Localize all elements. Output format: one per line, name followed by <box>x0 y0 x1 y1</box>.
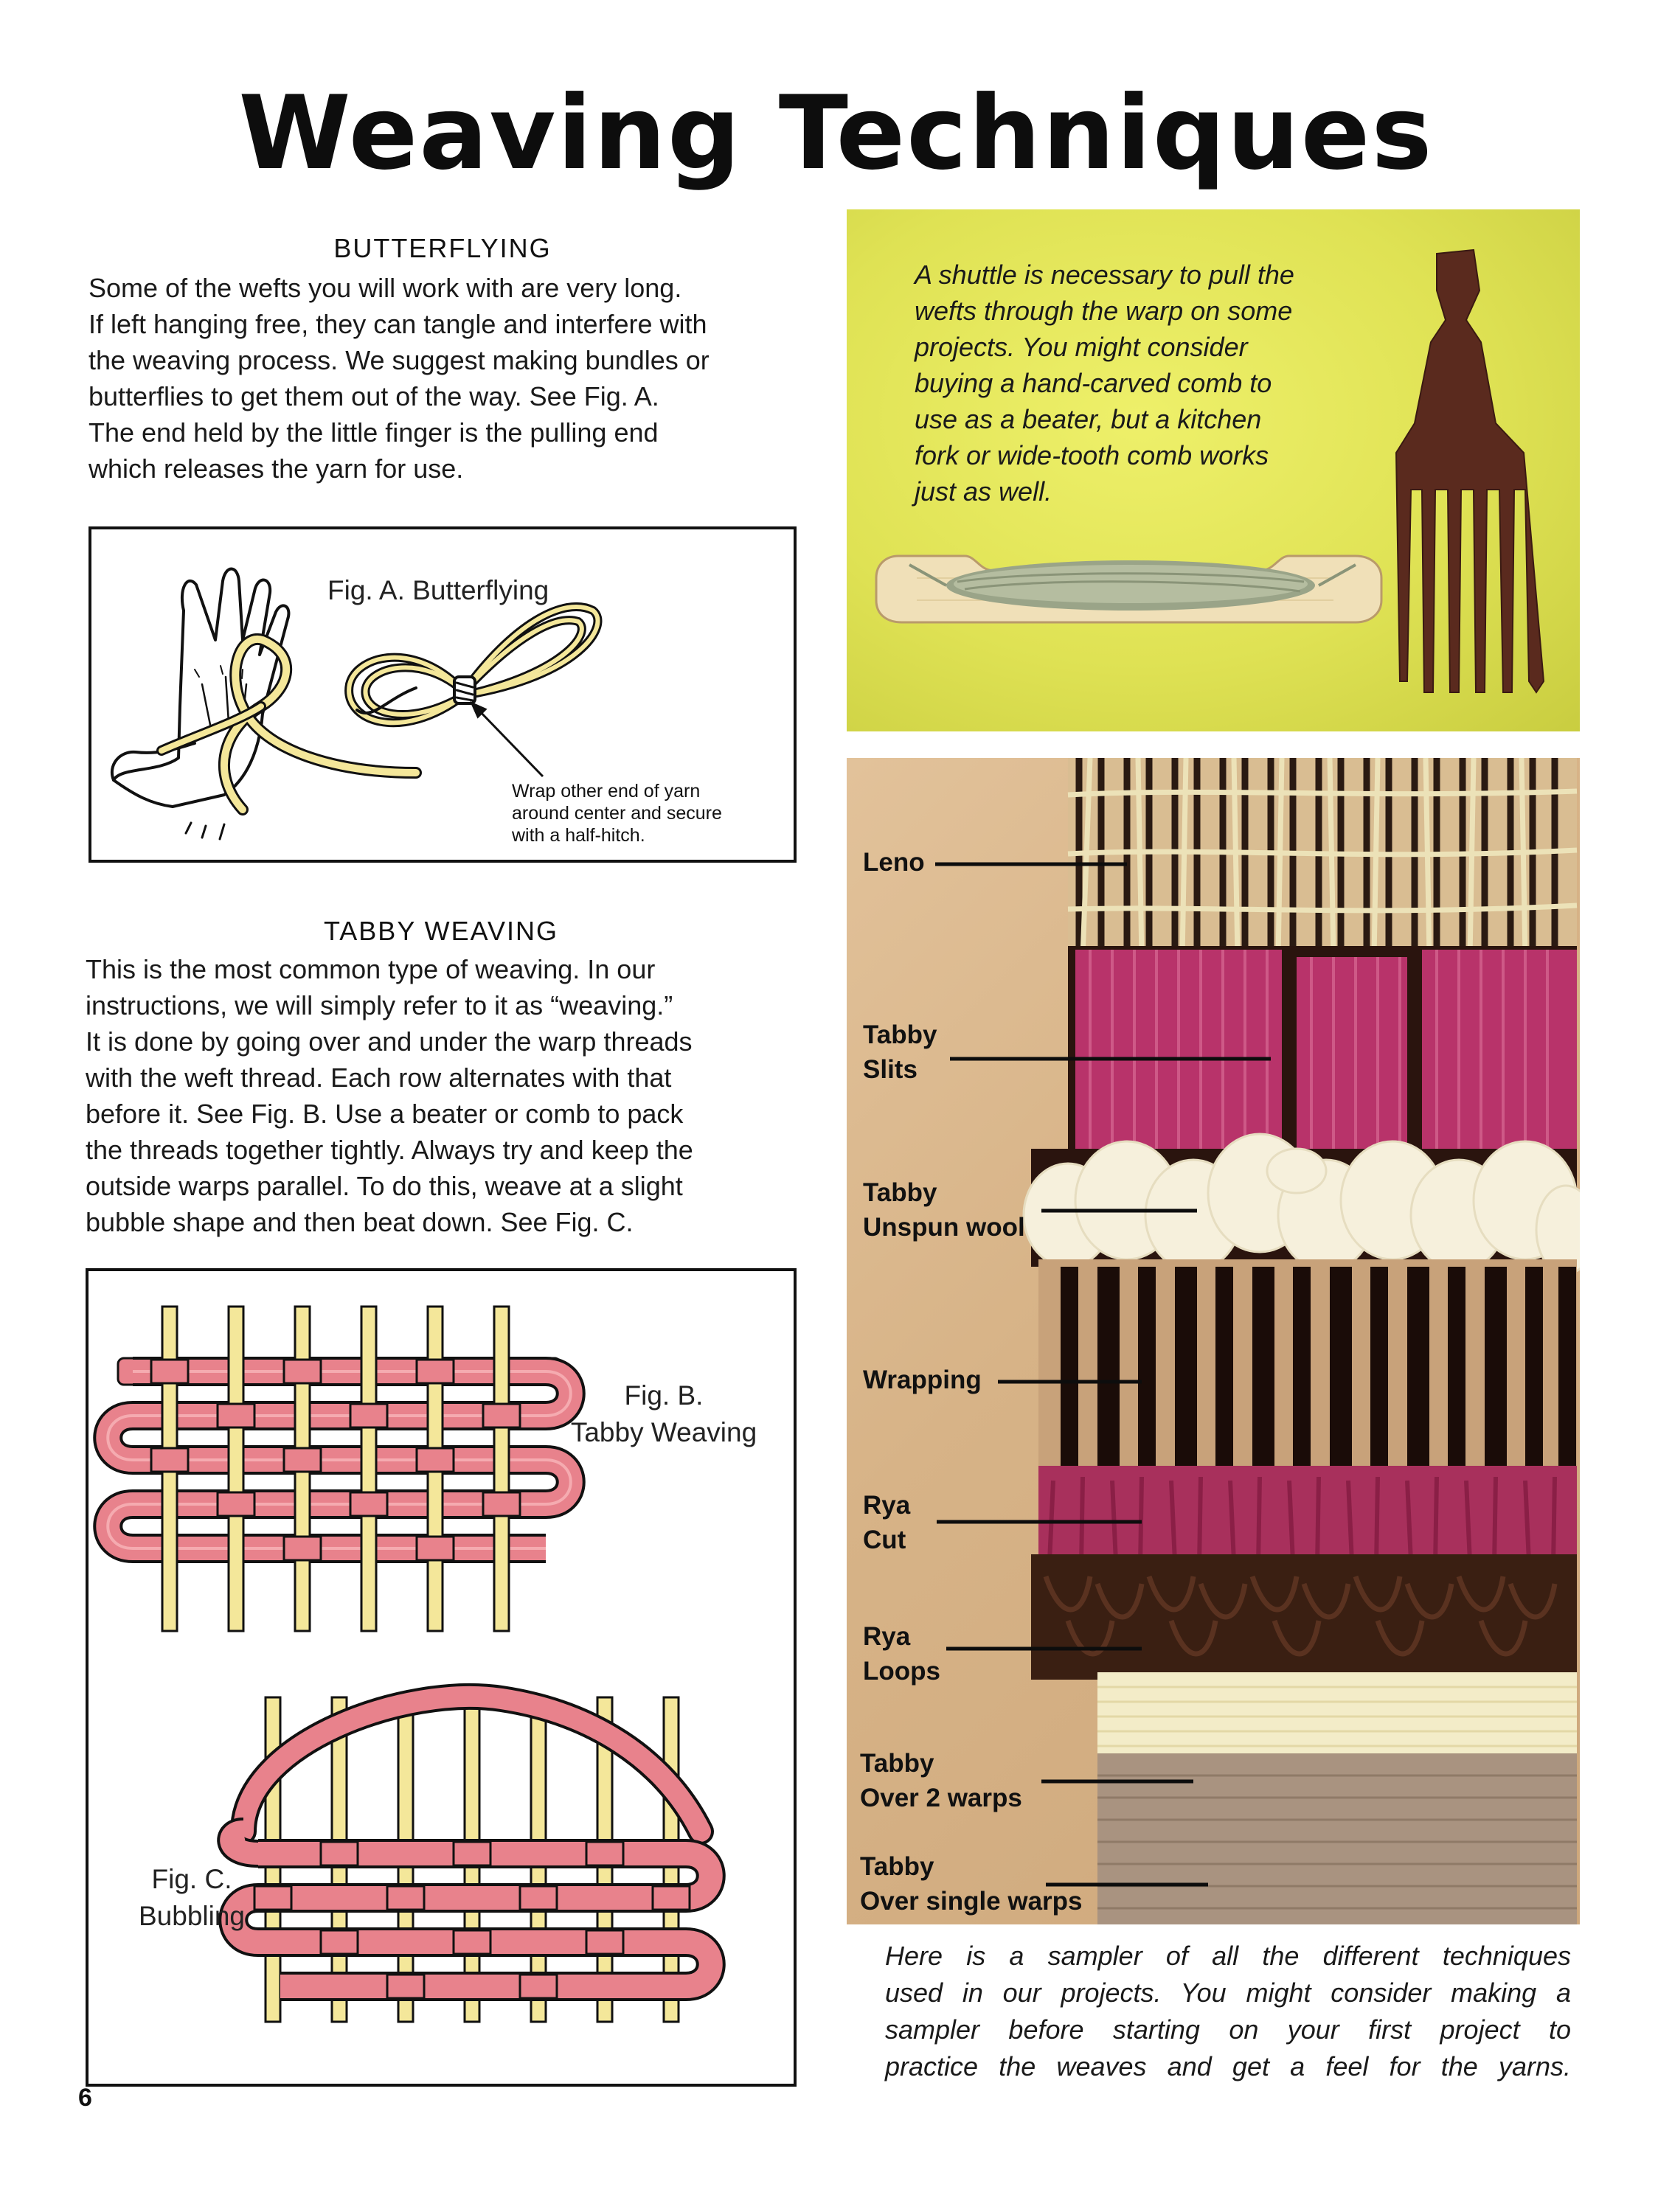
label-line: Slits <box>863 1055 917 1084</box>
label-line: Cut <box>863 1526 906 1554</box>
page-title: Weaving Techniques <box>238 74 1434 192</box>
label-line: Tabby <box>860 1852 934 1881</box>
label-tabby-single <box>860 1849 1083 1919</box>
label-line: Over single warps <box>860 1887 1083 1916</box>
shuttle-icon <box>876 556 1381 622</box>
tabby-single-section <box>1097 1753 1577 1924</box>
caption-line: buying a hand-carved comb to <box>915 368 1272 398</box>
sampler-photo <box>847 758 1580 1924</box>
label-line: Loops <box>863 1657 940 1686</box>
figure-bc-frame <box>86 1268 797 2087</box>
label-line: Rya <box>863 1622 911 1651</box>
wrapping-section <box>1038 1259 1577 1481</box>
caption-line: sampler before starting on your first project to <box>885 2014 1571 2045</box>
caption-line: used in our projects. You might consider making a <box>885 1978 1571 2008</box>
text-line: with the weft thread. Each row alternates with that <box>86 1062 672 1093</box>
label-line: Leno <box>863 848 925 877</box>
pointer-arrow <box>472 703 543 776</box>
label-line: Over 2 warps <box>860 1784 1022 1812</box>
note-line: around center and secure <box>512 803 722 824</box>
text-line: the threads together tightly. Always try and keep the <box>86 1135 693 1165</box>
figure-a-note <box>512 780 722 846</box>
leno-section <box>1068 758 1577 957</box>
hand-icon <box>112 569 289 807</box>
label-rya-loops <box>863 1619 940 1688</box>
label-tabby-slits <box>863 1018 937 1087</box>
figure-c-line: Bubbling <box>138 1901 245 1931</box>
text-line: Some of the wefts you will work with are very long. <box>89 273 682 303</box>
tabby-heading: TABBY WEAVING <box>323 916 559 946</box>
label-wrapping <box>863 1363 982 1397</box>
note-line: with a half-hitch. <box>512 825 645 846</box>
label-line: Tabby <box>860 1749 934 1778</box>
unspun-wool-section <box>1024 1134 1580 1274</box>
text-line: the weaving process. We suggest making bundles or <box>89 345 710 375</box>
label-line: Unspun wool <box>863 1213 1025 1242</box>
text-line: which releases the yarn for use. <box>89 453 464 484</box>
text-line: If left hanging free, they can tangle and interfere with <box>89 309 707 339</box>
label-line: Tabby <box>863 1020 937 1049</box>
caption-line: A shuttle is necessary to pull the <box>915 260 1294 290</box>
caption-line: wefts through the warp on some <box>915 296 1293 326</box>
figure-c-line: Fig. C. <box>151 1864 232 1894</box>
caption-line: practice the weaves and get a feel for the yarns. <box>885 2051 1571 2081</box>
label-line: Wrapping <box>863 1366 982 1394</box>
figure-a-label: Fig. A. Butterflying <box>327 575 549 605</box>
butterflying-paragraph <box>89 270 797 487</box>
label-unspun-wool <box>863 1175 1025 1245</box>
label-leno <box>863 845 925 880</box>
text-line: The end held by the little finger is the pulling end <box>89 417 659 448</box>
butterflying-heading: BUTTERFLYING <box>333 233 552 263</box>
tabby-slits-section <box>1068 946 1577 1167</box>
label-tabby-over-2 <box>860 1746 1022 1815</box>
text-line: It is done by going over and under the warp threads <box>86 1026 693 1057</box>
label-line: Rya <box>863 1491 911 1520</box>
fig-c-weave <box>231 1697 711 2022</box>
caption-line: fork or wide-tooth comb works <box>915 440 1269 470</box>
caption-line: Here is a sampler of all the different techniques <box>885 1941 1571 1971</box>
comb-icon <box>1396 250 1544 692</box>
figure-b-label <box>546 1377 782 1451</box>
sampler-caption <box>885 1938 1571 2085</box>
shuttle-caption <box>915 257 1357 509</box>
text-line: butterflies to get them out of the way. See Fig. A. <box>89 381 659 411</box>
figure-b-line: Tabby Weaving <box>570 1417 757 1447</box>
text-line: bubble shape and then beat down. See Fig. C. <box>86 1207 634 1237</box>
tabby-paragraph <box>86 951 797 1240</box>
page-number: 6 <box>78 2084 92 2112</box>
label-rya-cut <box>863 1488 910 1557</box>
text-line: before it. See Fig. B. Use a beater or comb to pack <box>86 1099 684 1129</box>
fig-b-weave <box>108 1307 571 1631</box>
rya-loops-section <box>1031 1554 1577 1680</box>
text-line: instructions, we will simply refer to it as “weaving.” <box>86 990 673 1020</box>
note-line: Wrap other end of yarn <box>512 781 701 801</box>
caption-line: use as a beater, but a kitchen <box>915 404 1262 434</box>
figure-c-label <box>118 1861 266 1935</box>
text-line: This is the most common type of weaving. In our <box>86 954 656 984</box>
text-line: outside warps parallel. To do this, weave at a slight <box>86 1171 683 1201</box>
rya-cut-section <box>1038 1466 1577 1565</box>
caption-line: projects. You might consider <box>915 332 1248 362</box>
label-line: Tabby <box>863 1178 937 1207</box>
caption-line: just as well. <box>915 476 1052 507</box>
tabby-over-2-section <box>1097 1672 1577 1761</box>
figure-a-frame <box>89 526 797 863</box>
figure-b-line: Fig. B. <box>624 1380 704 1411</box>
